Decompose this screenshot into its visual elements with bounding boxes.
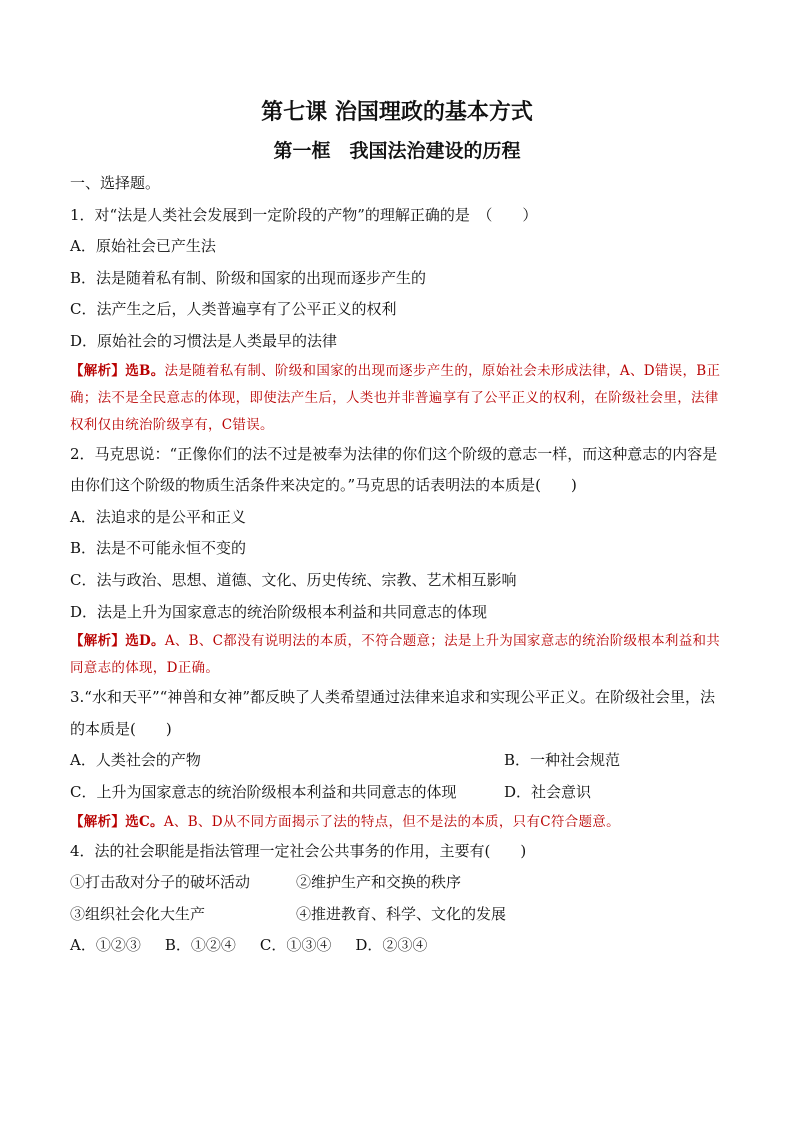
option-a: A．原始社会已产生法: [70, 237, 216, 256]
option-c: C．法与政治、思想、道德、文化、历史传统、宗教、艺术相互影响: [70, 570, 517, 589]
document-page: [70, 96, 724, 962]
answer-choice: 选C。: [125, 813, 164, 830]
question-3: [70, 682, 724, 835]
answer-text: A、B、C都没有说明法的本质，不符合题意；法是上升为国家意志的统治阶级根本利益和共同意志的体现，D正确。: [70, 633, 721, 677]
option-b: B．法是不可能永恒不变的: [70, 539, 247, 558]
page-title: 第七课 治国理政的基本方式: [261, 99, 533, 125]
answer-explanation: [70, 809, 724, 836]
question-stem: 2．马克思说：“正像你们的法不过是被奉为法律的你们这个阶级的意志一样，而这种意志的内容是由你们这个阶级的物质生活条件来决定的。”马克思的话表明法的本质是( ): [70, 444, 718, 495]
answer-text: 法是随着私有制、阶级和国家的出现而逐步产生的，原始社会未形成法律，A、D错误，B正确；法不是全民意志的体现，即使法产生后，人类也并非普遍享有了公平正义的权利，在阶级社会里，法律权利仅由统治阶级享有，C错误。: [70, 362, 721, 433]
page-subtitle: 第一框 我国法治建设的历程: [273, 140, 521, 162]
statement-row: [70, 867, 724, 899]
statement-4: ④推进教育、科学、文化的发展: [296, 904, 507, 923]
answer-explanation: [70, 628, 724, 682]
answer-text: A、B、D从不同方面揭示了法的特点，但不是法的本质，只有C符合题意。: [163, 813, 620, 830]
answer-tag: 【解析】: [70, 633, 126, 650]
question-1: [70, 200, 724, 439]
statement-row: [70, 899, 724, 931]
option-c: C．①③④: [259, 936, 332, 955]
option-d: D．原始社会的习惯法是人类最早的法律: [70, 331, 338, 350]
question-2: [70, 439, 724, 683]
option-d: D．法是上升为国家意志的统治阶级根本利益和共同意志的体现: [70, 602, 488, 621]
option-b: B．①②④: [164, 936, 236, 955]
question-4: [70, 836, 724, 962]
option-b: B．法是随着私有制、阶级和国家的出现而逐步产生的: [70, 268, 427, 287]
option-d: D．社会意识: [504, 782, 592, 801]
option-b: B．一种社会规范: [504, 751, 621, 770]
option-row: [70, 745, 724, 777]
option-a: A．法追求的是公平和正义: [70, 507, 246, 526]
statement-3: ③组织社会化大生产: [70, 904, 206, 923]
answer-tag: 【解析】: [70, 813, 126, 830]
statement-1: ①打击敌对分子的破坏活动: [70, 873, 251, 892]
option-c: C．法产生之后，人类普遍享有了公平正义的权利: [70, 300, 397, 319]
answer-explanation: [70, 358, 724, 439]
option-row: [70, 777, 724, 809]
option-a: A．①②③: [70, 936, 141, 955]
section-heading: 一、选择题。: [70, 174, 161, 192]
option-a: A．人类社会的产物: [70, 751, 201, 770]
statement-2: ②维护生产和交换的秩序: [296, 873, 462, 892]
answer-choice: 选D。: [125, 633, 165, 650]
answer-tag: 【解析】: [70, 362, 126, 379]
option-d: D．②③④: [355, 936, 428, 955]
answer-choice: 选B。: [125, 362, 165, 379]
option-row: [70, 930, 724, 962]
question-stem: 4．法的社会职能是指法管理一定社会公共事务的作用，主要有( ): [70, 841, 527, 860]
option-c: C．上升为国家意志的统治阶级根本利益和共同意志的体现: [70, 782, 457, 801]
question-stem: 1．对“法是人类社会发展到一定阶段的产物”的理解正确的是 （ ）: [70, 205, 538, 224]
question-stem: 3.“水和天平”“神兽和女神”都反映了人类希望通过法律来追求和实现公平正义。在阶级社会里，法的本质是( ): [70, 688, 715, 738]
